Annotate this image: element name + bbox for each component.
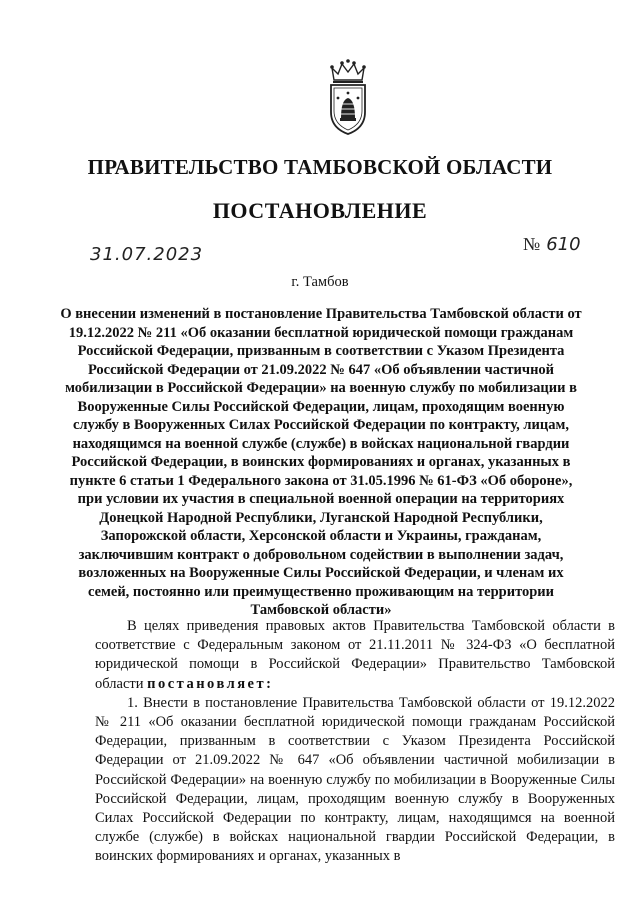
document-heading: О внесении изменений в постановление Правительства Тамбовской области от 19.12.2022 № 211 «Об оказании бесплатной юридической помощи гражданам Российской Федерации, призванным в соответствии с Указом Президента Российской Федерации от 21.09.2022 № 647 «Об объявлении частичной мобилизации в Российской Федерации» на военную службу по мобилизации в Вооруженные Силы Российской Федерации, лицам, проходящим военную службу в Вооруженных Силах Российской Федерации по контракту, лицам, находящимся на военной службе (службе) в войсках национальной гвардии Российской Федерации, в воинских формированиях и органах, указанных в пункте 6 статьи 1 Федерального закона от 31.05.1996 № 61-ФЗ «Об обороне», при условии их участия в специальной военной операции на территориях Донецкой Народной Республики, Луганской Народной Республики, Запорожской области, Херсонской области и Украины, гражданам, заключившим контракт о добровольном содействии в выполнении задач, возложенных на Вооруженные Силы Российской Федерации, и членам их семей, постоянно или преимущественно проживающим на территории Тамбовской области» [60, 306, 582, 618]
document-body [95, 617, 615, 867]
number-sign: № [523, 234, 541, 254]
number-value: 610 [546, 234, 581, 255]
coat-of-arms-icon [324, 58, 372, 136]
document-number [523, 234, 581, 255]
document-type: ПОСТАНОВЛЕНИЕ [212, 198, 428, 223]
decree-word: постановляет: [147, 675, 274, 692]
preamble-paragraph [95, 617, 615, 694]
city-label: г. Тамбов [291, 274, 349, 290]
preamble-text: В целях приведения правовых актов Правительства Тамбовской области в соответствие с Федеральным законом от 21.11.2011 № 324-ФЗ «О бесплатной юридической помощи в Российской Федерации» Правительство Тамбовской области [95, 618, 615, 692]
item-1-paragraph: 1. Внести в постановление Правительства Тамбовской области от 19.12.2022 № 211 «Об оказании бесплатной юридической помощи гражданам Российской Федерации, призванным в соответствии с Указом Президента Российской Федерации от 21.09.2022 № 647 «Об объявлении частичной мобилизации в Российской Федерации» на военную службу по мобилизации в Вооруженные Силы Российской Федерации, лицам, проходящим военную службу в Вооруженных Силах Российской Федерации по контракту, лицам, находящимся на военной службе (службе) в войсках национальной гвардии Российской Федерации, в воинских формированиях и органах, указанных в [95, 694, 615, 865]
organization-title: ПРАВИТЕЛЬСТВО ТАМБОВСКОЙ ОБЛАСТИ [87, 155, 553, 179]
document-date: 31.07.2023 [90, 244, 204, 265]
